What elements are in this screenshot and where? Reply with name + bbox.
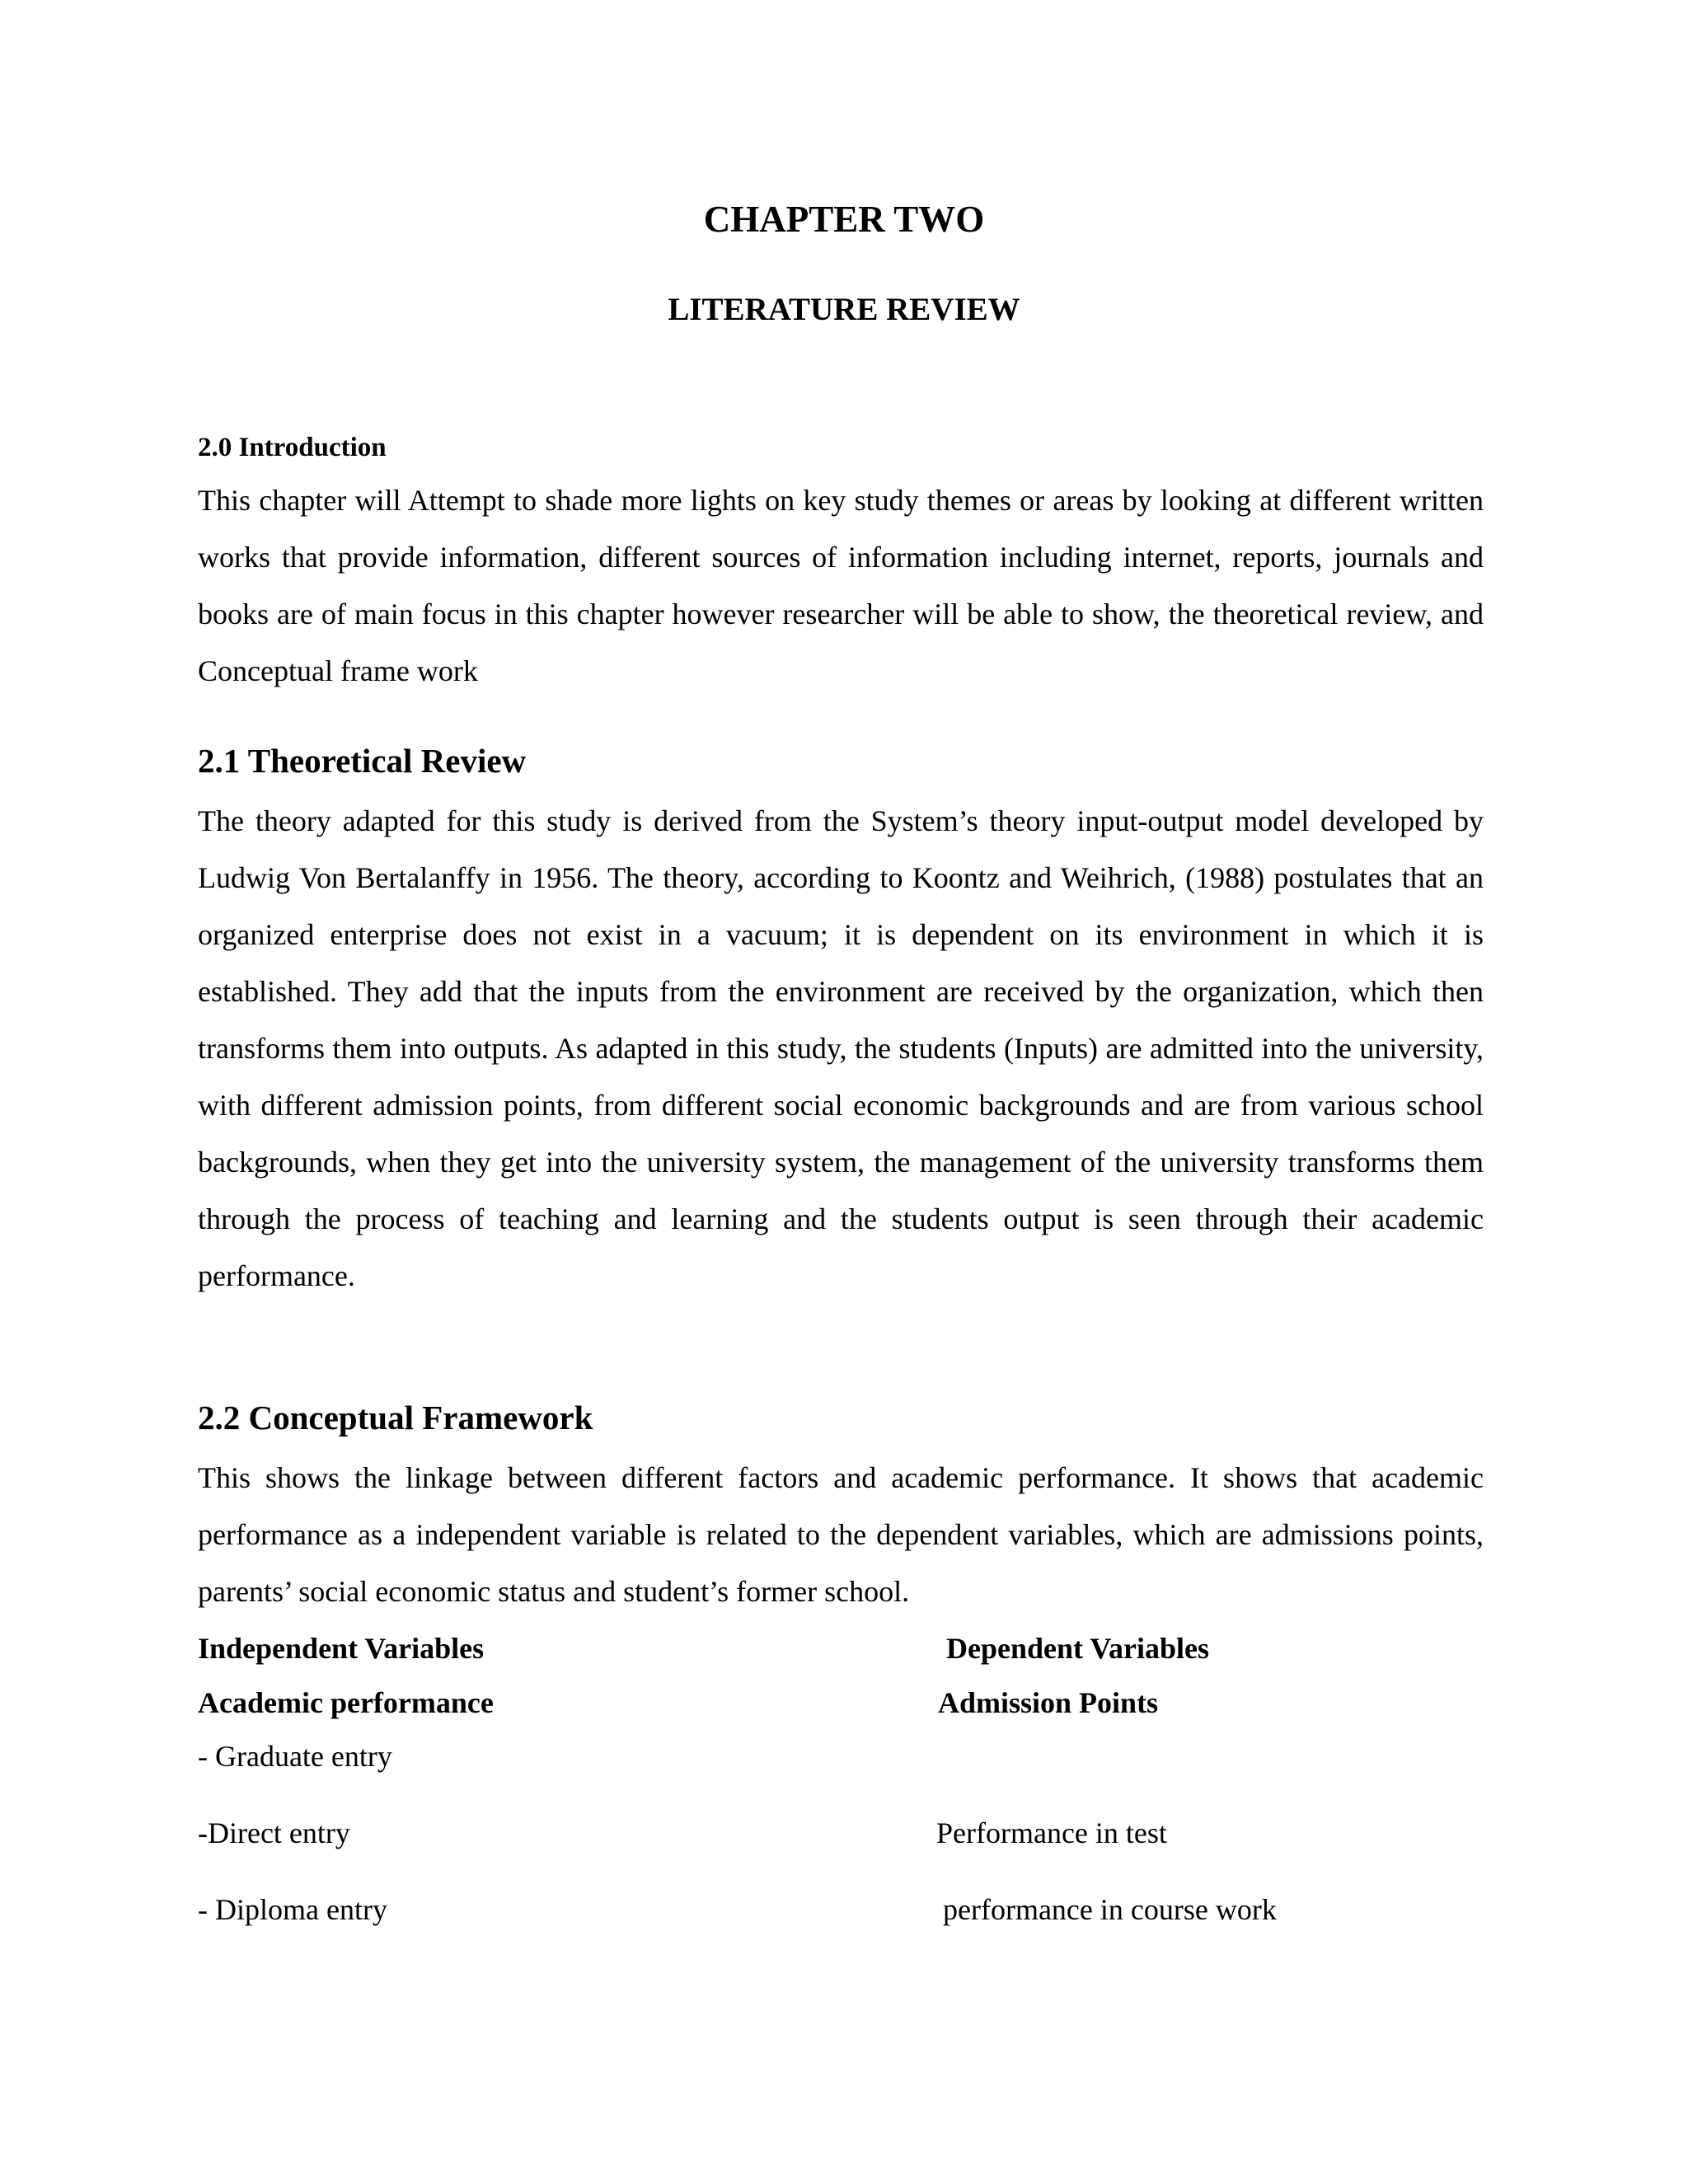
dependent-variables-header: Dependent Variables [946, 1632, 1210, 1665]
variables-title-row [198, 1682, 1484, 1723]
dependent-item-performance-test: Performance in test [936, 1816, 1167, 1849]
introduction-section [198, 429, 1484, 700]
conceptual-framework-section [198, 1394, 1484, 1620]
chapter-title: CHAPTER TWO [703, 199, 985, 240]
conceptual-framework-paragraph: This shows the linkage between different factors and academic performance. It shows that academic performance as a independent variable is related to the dependent variables, which are admissions points, parents’ social economic status and student’s former school. [198, 1461, 1484, 1608]
introduction-paragraph: This chapter will Attempt to shade more lights on key study themes or areas by looking at different written works that provide information, different sources of information including internet, reports, journals and books are of main focus in this chapter however researcher will be able to show, the theoretical review, and Conceptual frame work [198, 484, 1484, 687]
theoretical-review-section [198, 738, 1484, 1305]
independent-variables-header: Independent Variables [198, 1632, 485, 1665]
dependent-item-performance-coursework: performance in course work [943, 1893, 1277, 1926]
independent-item-graduate-entry: - Graduate entry [198, 1740, 392, 1773]
variables-row-1 [198, 1736, 1484, 1777]
variables-row-3 [198, 1889, 1484, 1930]
independent-item-direct-entry: -Direct entry [198, 1816, 350, 1849]
independent-item-diploma-entry: - Diploma entry [198, 1893, 387, 1926]
chapter-subtitle: LITERATURE REVIEW [668, 292, 1020, 327]
independent-variable-title: Academic performance [198, 1686, 494, 1719]
variables-header-row [198, 1628, 1484, 1669]
introduction-heading: 2.0 Introduction [198, 433, 387, 462]
conceptual-framework-heading: 2.2 Conceptual Framework [198, 1399, 593, 1436]
theoretical-review-paragraph: The theory adapted for this study is derived from the System’s theory input-output model developed by Ludwig Von Bertalanffy in 1956. The theory, according to Koontz and Weihrich, (1988) postulates that an organized enterprise does not exist in a vacuum; it is dependent on its environment in which it is established. They add that the inputs from the environment are received by the organization, which then transforms them into outputs. As adapted in this study, the students (Inputs) are admitted into the university, with different admission points, from different social economic backgrounds and are from various school backgrounds, when they get into the university system, the management of the university transforms them through the process of teaching and learning and the students output is seen through their academic performance. [198, 804, 1484, 1292]
theoretical-review-heading: 2.1 Theoretical Review [198, 742, 527, 780]
variables-row-2 [198, 1812, 1484, 1854]
dependent-variable-title: Admission Points [938, 1686, 1159, 1719]
